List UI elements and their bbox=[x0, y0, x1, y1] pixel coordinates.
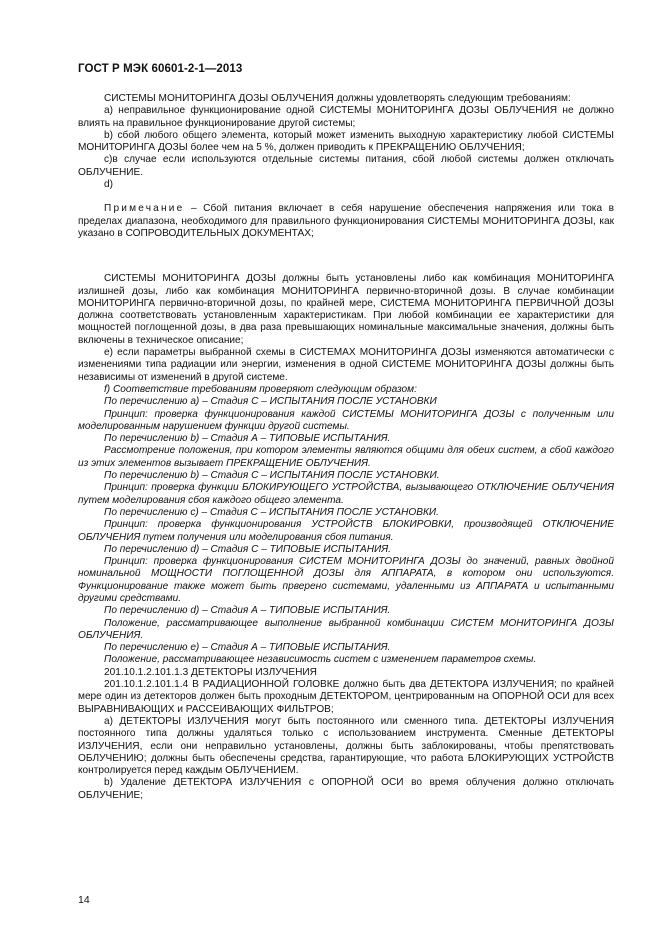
note bbox=[78, 203, 614, 240]
verification-line: По перечислению d) – Стадия А – ТИПОВЫЕ ИСПЫТАНИЯ. bbox=[104, 605, 391, 617]
section1-intro: СИСТЕМЫ МОНИТОРИНГА ДОЗЫ ОБЛУЧЕНИЯ должны удовлетворять следующим требованиям: bbox=[104, 93, 571, 104]
verification-line: По перечислению b) – Стадия С – ИСПЫТАНИЯ ПОСЛЕ УСТАНОВКИ. bbox=[104, 470, 440, 482]
verification-line: По перечислению е) – Стадия А – ТИПОВЫЕ ИСПЫТАНИЯ. bbox=[104, 642, 391, 654]
page-number: 14 bbox=[78, 894, 90, 906]
section1-item-a: а) неправильное функционирование одной СИСТЕМЫ МОНИТОРИНГА ДОЗЫ ОБЛУЧЕНИЯ не должно влиять на правильное функционирование другой системы; bbox=[78, 105, 614, 129]
section1-item-b: b) сбой любого общего элемента, который может изменить выходную характеристику любой СИСТЕМЫ МОНИТОРИНГА ДОЗЫ более чем на 5 %, должен приводить к ПРЕКРАЩЕНИЮ ОБЛУЧЕНИЯ; bbox=[78, 129, 614, 154]
verification-line: По перечислению с) – Стадия С – ИСПЫТАНИЯ ПОСЛЕ УСТАНОВКИ. bbox=[104, 506, 439, 518]
page-header: ГОСТ Р МЭК 60601-2-1—2013 bbox=[78, 63, 243, 75]
verification-line: По перечислению d) – Стадия С – ТИПОВЫЕ ИСПЫТАНИЯ. bbox=[104, 543, 391, 555]
section3-paragraph: 201.10.1.2.101.1.4 В РАДИАЦИОННОЙ ГОЛОВКЕ должно быть два ДЕТЕКТОРА ИЗЛУЧЕНИЯ; по крайней мере один из детекторов должен быть проходным ДЕТЕКТОРОМ, центрированным на ОПОРНОЙ ОСИ для всех ВЫРАВНИВАЮЩИХ и РАССЕИВАЮЩИХ ФИЛЬТРОВ; bbox=[78, 679, 614, 715]
document-body bbox=[78, 93, 614, 802]
verification-line: Принцип: проверка функционирования УСТРОЙСТВ БЛОКИРОВКИ, производящей ОТКЛЮЧЕНИЕ ОБЛУЧЕНИЯ путем получения или моделирования сбоя питания. bbox=[78, 519, 614, 543]
verification-line: Принцип: проверка функции БЛОКИРУЮЩЕГО УСТРОЙСТВА, вызывающего ОТКЛЮЧЕНИЕ ОБЛУЧЕНИЯ путем моделирования сбоя каждого общего элемента. bbox=[78, 482, 614, 506]
verification-line: По перечислению b) – Стадия А – ТИПОВЫЕ ИСПЫТАНИЯ. bbox=[104, 433, 391, 445]
note-text: – Сбой питания включает в себя нарушение обеспечения напряжения или тока в пределах диапазона, необходимого для правильного функционирования СИСТЕМЫ МОНИТОРИНГА ДОЗЫ, как указано в СОПРОВОДИТЕЛЬНЫХ ДОКУМЕНТАХ; bbox=[78, 203, 614, 239]
section3-item-a: а) ДЕТЕКТОРЫ ИЗЛУЧЕНИЯ могут быть постоянного или сменного типа. ДЕТЕКТОРЫ ИЗЛУЧЕНИЯ постоянного типа должны удаляться только с использованием инструмента. Сменные ДЕТЕКТОРЫ ИЗЛУЧЕНИЯ, если они неправильно установлены, должны быть заблокированы, чтобы препятствовать ОБЛУЧЕНИЮ; должны быть обеспечены средства, гарантирующие, что работа БЛОКИРУЮЩИХ УСТРОЙСТВ контролируется перед каждым ОБЛУЧЕНИЕМ. bbox=[78, 715, 614, 777]
section2-paragraph: СИСТЕМЫ МОНИТОРИНГА ДОЗЫ должны быть установлены либо как комбинация МОНИТОРИНГА излишней дозы, либо как комбинация МОНИТОРИНГА первично-вторичной дозы. В случае комбинации МОНИТОРИНГА первично-вторичной дозы, по крайней мере, СИСТЕМА МОНИТОРИНГА ПЕРВИЧНОЙ ДОЗЫ должна соответствовать установленным характеристикам. При любой комбинации ее характеристики для мощностей поглощенной дозы, в два раза превышающих номинальные максимальные значения, должны быть включены в техническое описание; bbox=[78, 273, 614, 346]
verification-line: Положение, рассматривающее независимость систем с изменением параметров схемы. bbox=[104, 654, 537, 666]
section1-item-c: c)в случае если используются отдельные системы питания, сбой любой системы должен отключать ОБЛУЧЕНИЕ. bbox=[78, 154, 614, 178]
section3-item-b: b) Удаление ДЕТЕКТОРА ИЗЛУЧЕНИЯ с ОПОРНОЙ ОСИ во время облучения должно отключать ОБЛУЧЕНИЕ; bbox=[78, 777, 614, 801]
note-label: Примечание bbox=[104, 203, 185, 215]
section2-item-f: f) Соответствие требованиям проверяют следующим образом: bbox=[104, 383, 417, 395]
section1-item-d: d) bbox=[104, 179, 113, 191]
verification-line: Рассмотрение положения, при котором элементы являются общими для обеих систем, а сбой каждого из этих элементов вызывает ПРЕКРАЩЕНИЕ ОБЛУЧЕНИЯ. bbox=[78, 445, 614, 469]
verification-line: По перечислению а) – Стадия С – ИСПЫТАНИЯ ПОСЛЕ УСТАНОВКИ bbox=[104, 396, 437, 408]
verification-line: Положение, рассматривающее выполнение выбранной комбинации СИСТЕМ МОНИТОРИНГА ДОЗЫ ОБЛУЧЕНИЯ. bbox=[78, 617, 614, 641]
section3-heading: 201.10.1.2.101.1.3 ДЕТЕКТОРЫ ИЗЛУЧЕНИЯ bbox=[104, 666, 317, 678]
verification-line: Принцип: проверка функционирования каждой СИСТЕМЫ МОНИТОРИНГА ДОЗЫ с полученным или моделированным нарушением функции другой системы. bbox=[78, 408, 614, 432]
verification-line: Принцип: проверка функционирования СИСТЕМ МОНИТОРИНГА ДОЗЫ до значений, равных двойной номинальной МОЩНОСТИ ПОГЛОЩЕННОЙ ДОЗЫ для АППАРАТА, в котором они используются. Функционирование также может быть прверено системами, удаленными из АППАРАТА и испытанными другими средствами. bbox=[78, 556, 614, 604]
section2-item-e: e) если параметры выбранной схемы в СИСТЕМАХ МОНИТОРИНГА ДОЗЫ изменяются автоматически с изменениями типа радиации или энергии, изменения в одной СИСТЕМЕ МОНИТОРИНГА ДОЗЫ должны быть независимы от изменений в другой системе. bbox=[78, 347, 614, 383]
